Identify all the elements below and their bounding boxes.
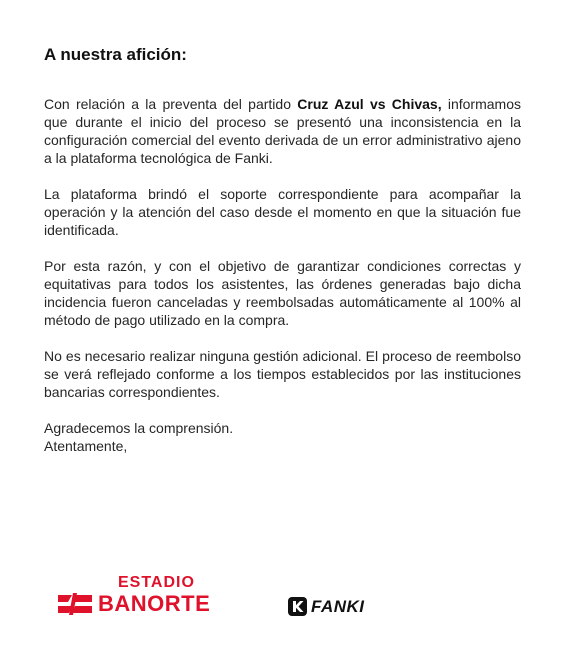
closing-signoff: Atentamente, — [44, 438, 128, 454]
paragraph-soporte: La plataforma brindó el soporte correspondiente para acompañar la operación y la atención del caso desde el momento en que la situación fue identificada. — [44, 186, 521, 238]
fanki-mark-icon — [288, 597, 307, 616]
paragraph-gestion: No es necesario realizar ninguna gestión adicional. El proceso de reembolso se verá reflejado conforme a los tiempos establecidos por las instituciones bancarias correspondientes. — [44, 348, 521, 400]
paragraph-preventa — [44, 95, 521, 167]
paragraph-preventa-intro: Con relación a la preventa del partido — [44, 96, 298, 112]
banorte-mark-icon — [56, 591, 94, 617]
paragraph-preventa-rest: informamos que durante el inicio del proceso se presentó una inconsistencia en la configuración comercial del evento derivada de un error administrativo ajeno a la plataforma tecnológica de Fanki. — [44, 96, 521, 166]
estadio-banorte-logo — [56, 574, 256, 618]
match-name: Cruz Azul vs Chivas, — [297, 96, 442, 112]
closing-thanks: Agradecemos la comprensión. — [44, 420, 234, 436]
fanki-wordmark: FANKI — [311, 597, 365, 616]
fanki-logo — [288, 596, 398, 618]
footer-logos — [56, 574, 396, 624]
paragraph-reembolso: Por esta razón, y con el objetivo de garantizar condiciones correctas y equitativas para todos los asistentes, las órdenes generadas bajo dicha incidencia fueron canceladas y reembolsadas automáticamente al 100% al método de pago utilizado en la compra. — [44, 258, 521, 328]
banorte-wordmark: BANORTE — [98, 591, 211, 616]
letter-body — [44, 44, 521, 455]
letter-heading: A nuestra afición: — [44, 45, 187, 64]
estadio-wordmark: ESTADIO — [118, 574, 195, 591]
